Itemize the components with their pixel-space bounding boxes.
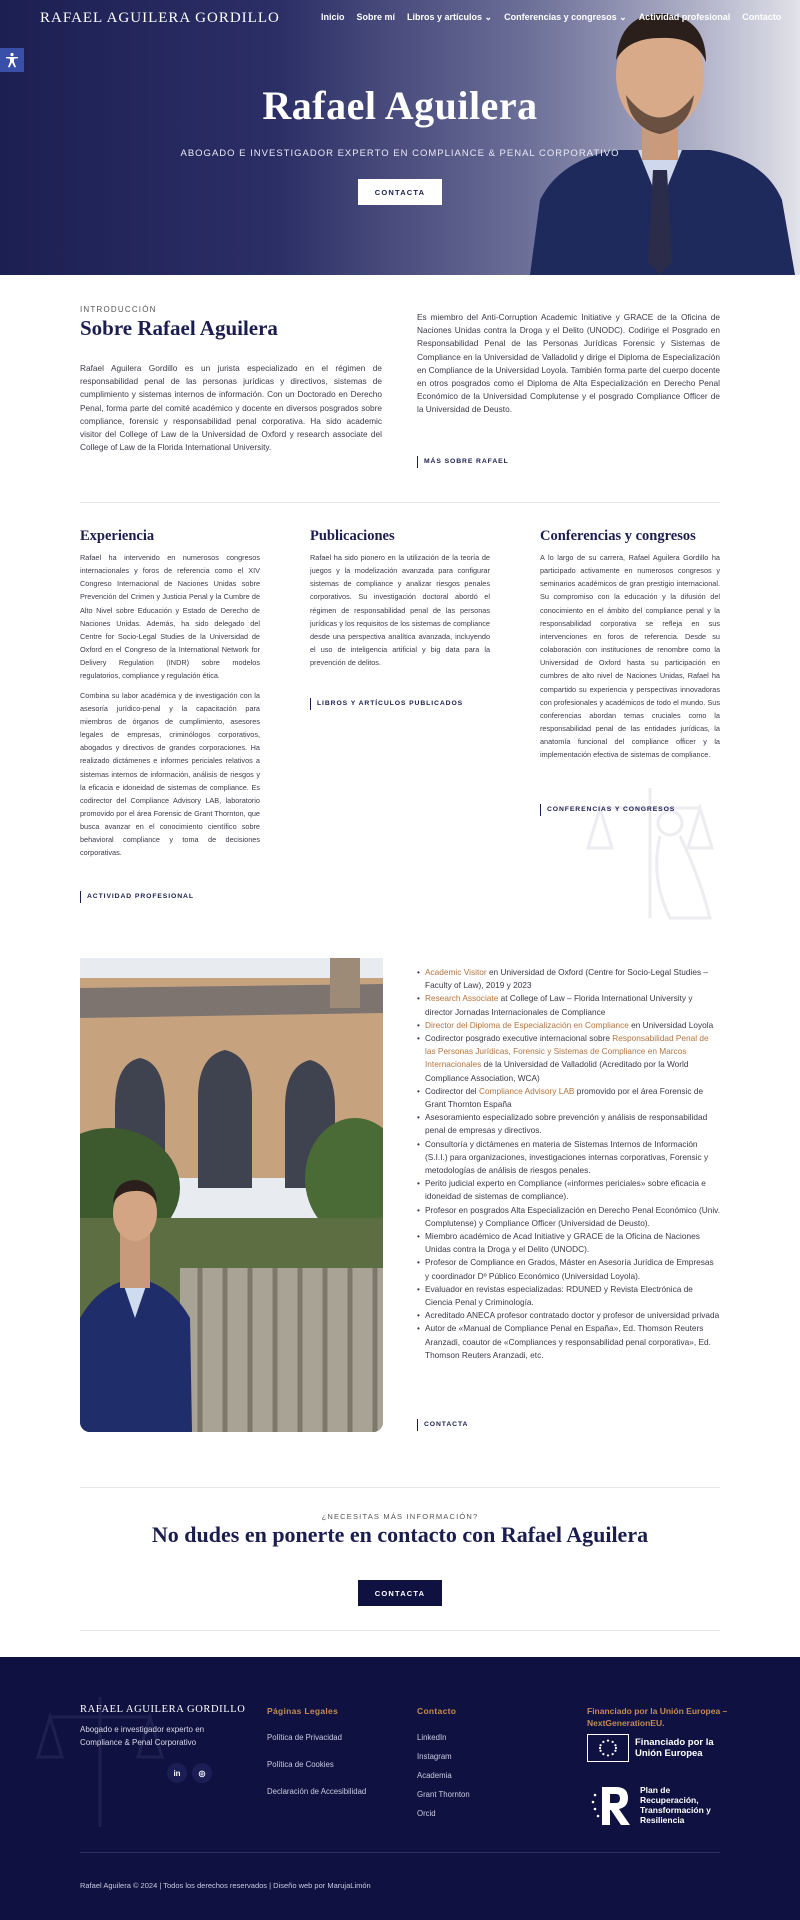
activity-text: at College of Law – Florida International University y director Jornadas Internacionales de Compliance [425,993,693,1017]
eu-flag-icon [587,1734,629,1762]
experience-paragraph-2: Combina su labor académica y de investigación con la asesoría jurídico-penal y la capacitación para miembros de órganos de cumplimiento, asesores legales de empresas, criminólogos corporativos, abogados y directivos de grandes corporaciones. Ha realizado dictámenes e informes periciales relativos a sistemas internos de información, análisis de riesgos y la eficacia e idoneidad de sistemas de compliance. Es codirector del Compliance Advisory LAB, laboratorio promovido por el área Forensic de Grant Thornton, que busca avanzar en el conocimiento científico sobre behavioral compliance y toma de decisiones corporativas. [80,690,260,858]
site-brand[interactable]: RAFAEL AGUILERA GORDILLO [40,10,280,26]
nav-item-conferencias[interactable]: Conferencias y congresos ⌄ [504,12,627,22]
nav-item-inicio[interactable]: Inicio [321,12,345,22]
activity-text: Codirector posgrado executive internacional sobre [425,1033,613,1044]
publications-paragraph: Rafael ha sido pionero en la utilización de la teoría de juegos y la modelización avanzada para configurar sistemas de compliance y analizar riesgos penales corporativos. Su investigación doctoral abordó el régimen de responsabilidad penal de las personas jurídicas y los requisitos de los sistemas de compliance desde una perspectiva analítica avanzada, incluyendo el uso de inteligencia artificial y big data para la prevención de delitos. [310,553,490,668]
eu-funding-logo [587,1734,725,1762]
nav-item-sobre-mi[interactable]: Sobre mí [356,12,396,22]
accessibility-icon [4,52,20,68]
activity-link[interactable]: Responsabilidad Penal de las Personas Jurídicas, Forensic y Sistemas de Compliance en Marcos Internacionales [425,1033,709,1070]
contact-link-grant-thornton[interactable]: Grant Thornton [417,1790,470,1799]
activity-text: Asesoramiento especializado sobre prevención y análisis de responsabilidad penal de empresas y directivos. [425,1112,708,1136]
publications-title: Publicaciones [310,528,395,544]
activity-text: promovido por el área Forensic de Grant Thornton España [425,1085,704,1110]
activity-text: Profesor en posgrados Alta Especialización en Derecho Penal Económico (Univ. Complutense) y Compliance Officer (Universidad de Deusto). [425,1204,721,1228]
instagram-button[interactable] [192,1763,212,1783]
linkedin-icon: in [173,1768,181,1778]
activity-text: Profesor de Compliance en Grados, Máster en Asesoría Jurídica de Empresas y coordinador Dº Público Económico (Universidad Loyola). [425,1257,714,1281]
section-divider [80,1487,720,1488]
hero-subtitle: ABOGADO E INVESTIGADOR EXPERTO EN COMPLIANCE & PENAL CORPORATIVO [180,148,620,159]
footer-divider [80,1852,720,1853]
activity-text: en Universidad Loyola [628,1019,714,1030]
linkedin-button[interactable] [167,1763,187,1783]
nav-item-libros[interactable]: Libros y artículos ⌄ [407,12,493,22]
activity-list-item [417,1177,720,1203]
activity-list-item [417,1309,720,1322]
activity-list-item [417,966,720,992]
intro-eyebrow: INTRODUCCIÓN [80,305,157,314]
cta-eyebrow: ¿NECESITAS MÁS INFORMACIÓN? [321,1512,479,1521]
conferences-text [540,551,720,762]
publications-text [310,551,490,669]
experience-title: Experiencia [80,528,155,544]
more-about-button[interactable]: MÁS SOBRE RAFAEL [417,456,509,468]
recovery-plan-r-icon [590,1783,634,1827]
activity-list-item [417,1230,720,1256]
activity-text: de la Universidad de Valladolid (Acreditado por la World Compliance Association, WCA) [425,1059,689,1083]
cookie-policy-link[interactable]: Política de Cookies [267,1760,334,1769]
activity-list-item [417,1256,720,1282]
cta-title: No dudes en ponerte en contacto con Rafael Aguilera [151,1522,649,1547]
eu-funding-title: Financiado por la Unión Europea – NextGenerationEU. [587,1706,728,1728]
activity-list [417,966,720,1362]
nav-item-actividad[interactable]: Actividad profesional [638,12,731,22]
activity-list-item [417,1085,720,1111]
footer-brand[interactable]: RAFAEL AGUILERA GORDILLO [80,1704,246,1715]
activity-list-item [417,1111,720,1137]
conferences-paragraph: A lo largo de su carrera, Rafael Aguilera Gordillo ha participado activamente en numerosos congresos y seminarios académicos de gran prestigio internacional. Su compromiso con la educación y la difusión del conocimiento en el ámbito del compliance penal y la responsabilidad corporativa se refleja en sus intervenciones en foros de referencia. Desde su colaboración con instituciones de renombre como la Universidad de Oxford hasta su participación en cumbres de alto nivel de Naciones Unidas, Rafael ha compartido su experiencia y perspectivas innovadoras con profesionales y académicos de todo el mundo. Sus conferencias abordan temas cruciales como la responsabilidad penal de las entidades jurídicas, la anatomía funcional del compliance officer y la implementación efectiva de sistemas de compliance. [540,553,720,760]
activity-list-item [417,992,720,1018]
conferences-title: Conferencias y congresos [540,528,696,544]
activity-link[interactable]: Academic Visitor [425,967,487,977]
activity-link[interactable]: Director del Diploma de Especialización en Compliance [425,1019,629,1030]
activity-list-item [417,1322,720,1362]
activity-list-item [417,1138,720,1178]
conferences-button[interactable]: CONFERENCIAS Y CONGRESOS [540,804,675,816]
recovery-plan-logo [590,1783,730,1827]
contact-link-orcid[interactable]: Orcid [417,1809,436,1818]
contact-link-academia[interactable]: Academia [417,1771,452,1780]
accessibility-statement-link[interactable]: Declaración de Accesibilidad [267,1787,367,1796]
justice-statue-watermark-icon [580,768,740,928]
publications-button[interactable]: LIBROS Y ARTÍCULOS PUBLICADOS [310,698,463,710]
footer-description: Abogado e investigador experto en Compliance & Penal Corporativo [80,1725,205,1747]
contact-title: Contacto [417,1706,457,1716]
intro-paragraph-1: Rafael Aguilera Gordillo es un jurista especializado en el régimen de responsabilidad penal de las personas jurídicas y directivos, sistemas de cumplimiento y sistemas internos de información. Con un Doctorado en Derecho Penal, forma parte del comité académico y docente en diversos posgrados sobre compliance, forensic y responsabilidad penal corporativa. Ha sido academic visitor del College of Law de la Universidad de Oxford y research associate del College of Law de la Florida International University. [80,363,382,453]
recovery-plan-text: Plan de Recuperación, Transformación y Resiliencia [640,1785,711,1825]
justice-statue-watermark-icon [20,1677,200,1837]
legal-pages-title: Páginas Legales [267,1706,339,1716]
eu-logo-text: Financiado por la Unión Europea [635,1737,714,1759]
activity-text: Consultoría y dictámenes en materia de Sistemas Internos de Información (S.I.I.) para organizaciones, investigaciones internas corporativas, Forensic y metodologías de análisis de riesgos penales. [425,1138,709,1176]
hero-contact-button[interactable]: CONTACTA [358,179,442,205]
experience-paragraph-1: Rafael ha intervenido en numerosos congresos internacionales y foros de referencia como el XIV Congreso Internacional de Naciones Unidas sobre Prevención del Crimen y Justicia Penal y la Cumbre de Alto Nivel sobre Educación y Estado de Derecho de Naciones Unidas. Además, ha sido delegado del Centre for Socio-Legal Studies de la Universidad de Oxford en el Congreso de la International Network for Delivery Regulation (INDR) sobre modelos regulatorios, compliance y regulación ética. [80,553,260,681]
section-divider [80,502,720,503]
activity-list-item [417,1283,720,1309]
copyright-text: Rafael Aguilera © 2024 | Todos los derechos reservados | Diseño web por MarujaLimón [80,1881,371,1890]
oxford-portrait-photo [80,958,383,1432]
hero-section [0,0,800,275]
activity-list-item [417,1019,720,1032]
privacy-policy-link[interactable]: Política de Privacidad [267,1733,342,1742]
section-divider [80,1630,720,1631]
activity-text: Codirector del [425,1085,479,1096]
experience-text [80,551,260,860]
main-nav [321,12,781,23]
activity-text: Evaluador en revistas especializadas: RDUNED y Revista Electrónica de Ciencia Penal y Criminología. [425,1283,693,1308]
hero-portrait-image [520,0,800,275]
contact-link-instagram[interactable]: Instagram [417,1752,452,1761]
activity-text: Miembro académico de Acad Initiative y GRACE de la Oficina de Naciones Unidas contra la Droga y el Delito (UNODC). [425,1231,700,1255]
activity-link[interactable]: Research Associate [425,993,499,1004]
intro-paragraph-2: Es miembro del Anti-Corruption Academic Initiative y GRACE de la Oficina de Naciones Unidas contra la Droga y el Delito (UNODC). Codirige el Posgrado en Responsabilidad Penal de las Personas Jurídicas Forensic y Sistemas de Compliance en la Universidad de Valladolid y dirige el Diploma de Especialización en Compliance de la Universidad Loyola. También forma parte del cuerpo docente en otros posgrados como el Diploma de Alta Especialización en Derecho Penal Económico de la Universidad Complutense y el posgrado Compliance Officer de la Universidad de Deusto. [417,312,720,415]
activity-contact-button[interactable]: CONTACTA [417,1419,468,1431]
activity-text: Autor de «Manual de Compliance Penal en España», Ed. Thomson Reuters Aranzadi, coautor de «Compliances y responsabilidad penal corporativa», Ed. Thomson Reuters Aranzadi, etc. [425,1323,711,1360]
activity-text: en Universidad de Oxford (Centre for Socio-Legal Studies – Faculty of Law), 2019 y 2023 [425,967,709,991]
activity-text: Perito judicial experto en Compliance («informes periciales» sobre eficacia e idoneidad de sistemas de compliance). [425,1178,706,1202]
instagram-icon: ◎ [198,1768,206,1778]
hero-title: Rafael Aguilera [262,83,538,128]
site-footer [0,1657,800,1920]
professional-activity-button[interactable]: ACTIVIDAD PROFESIONAL [80,891,194,903]
activity-text: Acreditado ANECA profesor contratado doctor y profesor de universidad privada [425,1310,720,1321]
activity-link[interactable]: Compliance Advisory LAB [478,1085,575,1096]
nav-item-contacto[interactable]: Contacto [742,12,782,22]
activity-list-item [417,1032,720,1085]
cta-contact-button[interactable]: CONTACTA [358,1580,442,1606]
intro-title: Sobre Rafael Aguilera [80,316,278,340]
activity-list-item [417,1204,720,1230]
contact-link-linkedin[interactable]: LinkedIn [417,1733,447,1742]
accessibility-toggle[interactable] [0,48,24,72]
